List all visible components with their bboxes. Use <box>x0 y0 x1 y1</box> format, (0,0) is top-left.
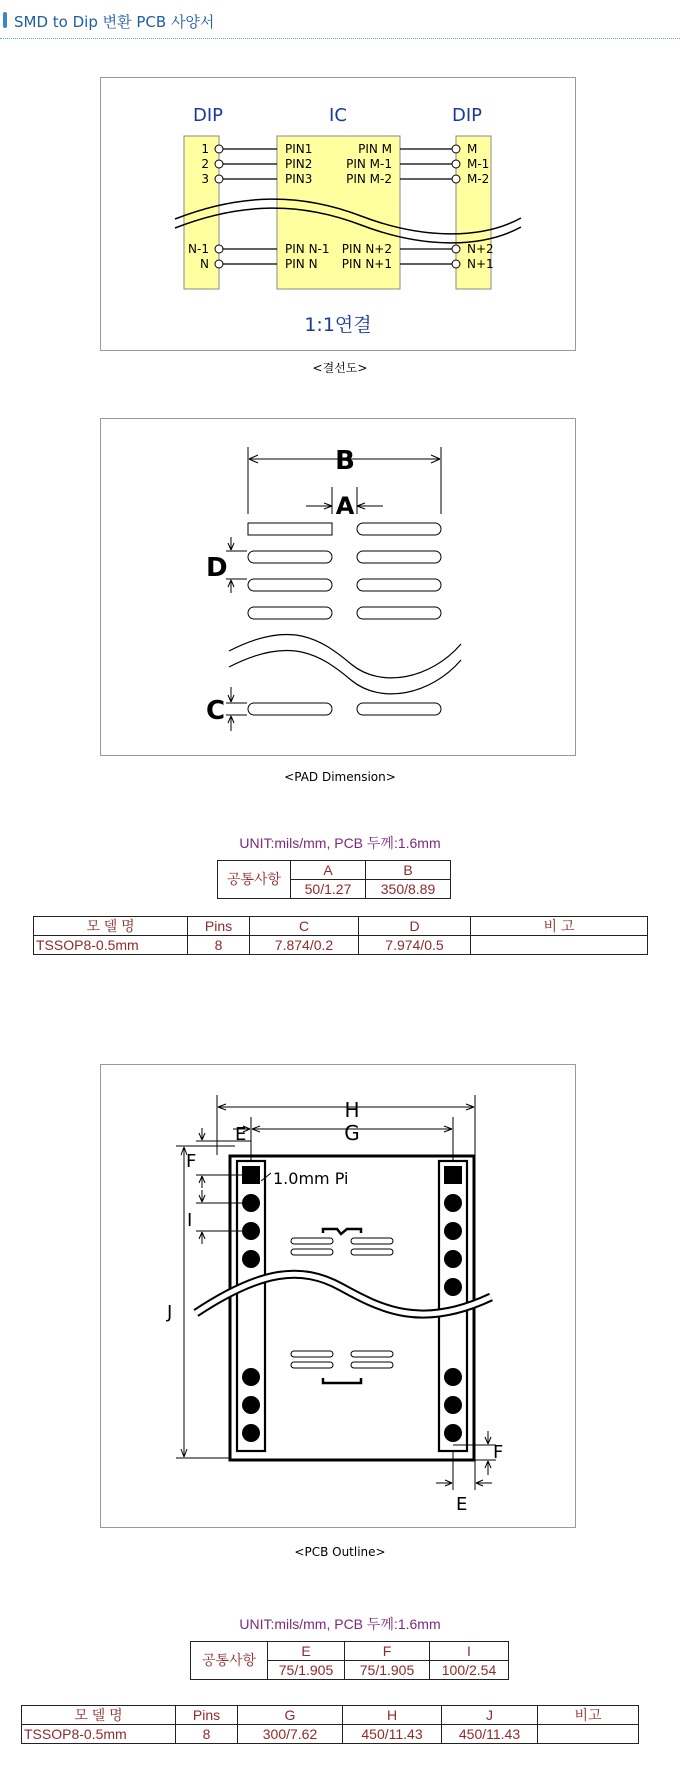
ic-right-pin-label: PIN M <box>358 142 392 156</box>
model-cell: TSSOP8-0.5mm <box>34 936 188 955</box>
pad-dimension-panel <box>100 418 576 756</box>
label-h: H <box>344 1098 360 1122</box>
ic-left-pin-label: PIN1 <box>285 142 313 156</box>
label-c: C <box>206 696 226 726</box>
c-cell: 7.874/0.2 <box>250 936 359 955</box>
left-pin-label: 1 <box>201 142 209 156</box>
spec2-unit: UNIT:mils/mm, PCB 두께:1.6mm <box>239 1616 441 1632</box>
common-header: A <box>291 861 366 880</box>
terminal <box>452 260 460 268</box>
j-cell: 450/11.43 <box>442 1725 538 1744</box>
label-g: G <box>344 1121 360 1145</box>
model-cell: TSSOP8-0.5mm <box>22 1725 176 1744</box>
ic-right-pin-label: PIN M-1 <box>346 157 392 171</box>
terminal <box>215 245 223 253</box>
ic-right-pin-label: PIN M-2 <box>346 172 392 186</box>
column-header: 비고 <box>538 1706 639 1725</box>
table-row <box>22 1725 639 1744</box>
hole-note: 1.0mm Pi <box>273 1169 349 1188</box>
g-cell: 300/7.62 <box>238 1725 343 1744</box>
pins-cell: 8 <box>188 936 250 955</box>
common-label: 공통사항 <box>218 861 291 899</box>
label-dip-left: DIP <box>192 105 224 126</box>
right-pin-label: M-2 <box>467 172 490 186</box>
left-pin-label: N <box>200 257 209 271</box>
terminal <box>215 175 223 183</box>
spec1-model-table <box>33 916 648 955</box>
right-pin-label: N+1 <box>467 257 494 271</box>
spec1-unit: UNIT:mils/mm, PCB 두께:1.6mm <box>239 835 441 851</box>
pcb-caption: <PCB Outline> <box>294 1545 386 1559</box>
title-bar-icon <box>3 12 7 28</box>
common-value: 75/1.905 <box>268 1661 345 1680</box>
terminal <box>452 145 460 153</box>
common-value: 100/2.54 <box>430 1661 509 1680</box>
d-cell: 7.974/0.5 <box>359 936 471 955</box>
pad-dimension-diagram <box>101 419 575 755</box>
right-pin-label: N+2 <box>467 242 494 256</box>
common-value: 350/8.89 <box>366 880 451 899</box>
left-pin-label: 2 <box>201 157 209 171</box>
spec2-model-table <box>21 1705 639 1744</box>
common-value: 50/1.27 <box>291 880 366 899</box>
wiring-caption: <결선도> <box>312 361 368 375</box>
header-divider <box>0 38 680 39</box>
right-pin-label: M <box>467 142 478 156</box>
label-e-top: E <box>235 1124 247 1145</box>
ic-right-pin-label: PIN N+2 <box>341 242 392 256</box>
terminal <box>215 160 223 168</box>
common-header: I <box>430 1642 509 1661</box>
label-a: A <box>335 492 355 520</box>
pcb-outline-diagram <box>101 1065 575 1527</box>
page-header <box>0 0 680 40</box>
pcb-outline-panel <box>100 1064 576 1528</box>
label-f-left: F <box>186 1151 197 1172</box>
ic-left-pin-label: PIN3 <box>285 172 313 186</box>
terminal <box>452 245 460 253</box>
table-row <box>34 936 648 955</box>
common-label: 공통사항 <box>191 1642 268 1680</box>
h-cell: 450/11.43 <box>343 1725 442 1744</box>
page-title: SMD to Dip 변환 PCB 사양서 <box>14 13 215 31</box>
common-value: 75/1.905 <box>345 1661 430 1680</box>
column-header: Pins <box>176 1706 238 1725</box>
spec1-common-table <box>217 860 451 899</box>
column-header: G <box>238 1706 343 1725</box>
column-header: 비 고 <box>471 917 648 936</box>
column-header: H <box>343 1706 442 1725</box>
ic-right-pin-label: PIN N+1 <box>341 257 392 271</box>
column-header: 모 델 명 <box>22 1706 176 1725</box>
label-dip-right: DIP <box>451 105 483 126</box>
ic-left-pin-label: PIN2 <box>285 157 313 171</box>
note-cell <box>538 1725 639 1744</box>
column-header: 모 델 명 <box>34 917 188 936</box>
column-header: J <box>442 1706 538 1725</box>
pins-cell: 8 <box>176 1725 238 1744</box>
wiring-diagram <box>101 78 575 350</box>
label-d: D <box>206 553 228 583</box>
left-pin-label: N-1 <box>188 242 209 256</box>
column-header: D <box>359 917 471 936</box>
ic-left-pin-label: PIN N-1 <box>285 242 330 256</box>
ic-left-pin-label: PIN N <box>285 257 318 271</box>
column-header: C <box>250 917 359 936</box>
note-cell <box>471 936 648 955</box>
common-header: E <box>268 1642 345 1661</box>
spec2-common-table <box>190 1641 509 1680</box>
label-i: I <box>187 1210 193 1231</box>
label-f-right: F <box>493 1442 504 1463</box>
pad-caption: <PAD Dimension> <box>284 770 396 784</box>
label-b: B <box>335 446 355 476</box>
connection-label: 1:1연결 <box>304 314 372 336</box>
label-j: J <box>167 1302 173 1323</box>
terminal <box>452 175 460 183</box>
column-header: Pins <box>188 917 250 936</box>
right-pin-label: M-1 <box>467 157 490 171</box>
terminal <box>452 160 460 168</box>
common-header: F <box>345 1642 430 1661</box>
terminal <box>215 145 223 153</box>
common-header: B <box>366 861 451 880</box>
label-e-bottom: E <box>456 1494 468 1515</box>
terminal <box>215 260 223 268</box>
wiring-diagram-panel <box>100 77 576 351</box>
left-pin-label: 3 <box>201 172 209 186</box>
label-ic: IC <box>329 105 347 126</box>
